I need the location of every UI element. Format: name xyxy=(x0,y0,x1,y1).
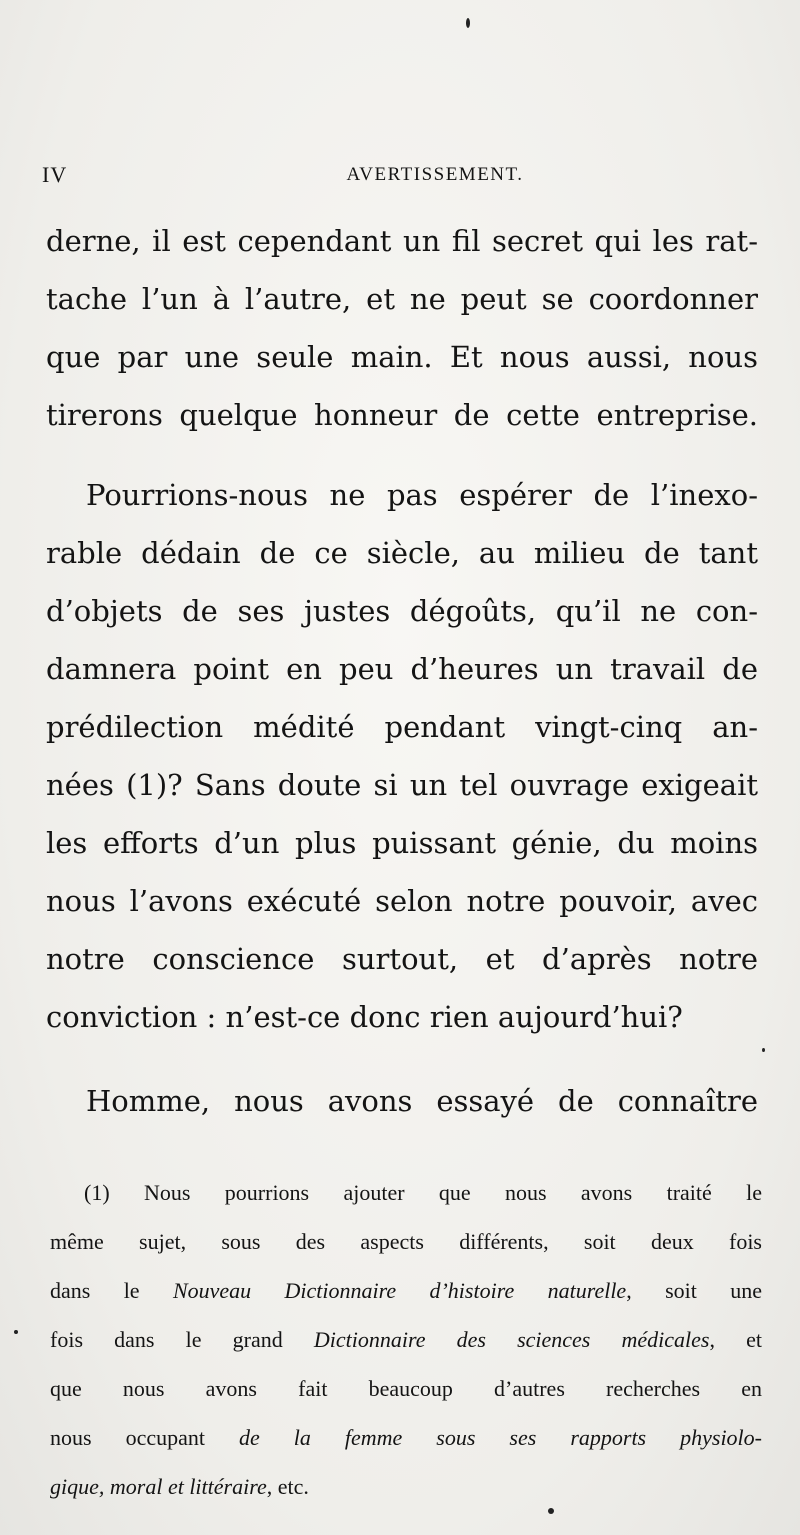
text-line: damnera point en peu d’heures un travail de xyxy=(46,652,758,686)
text-line: tache l’un à l’autre, et ne peut se coordonner xyxy=(46,282,758,316)
text-line: conviction : n’est-ce donc rien aujourd’hui? xyxy=(46,1000,683,1034)
text-line: Pourrions-nous ne pas espérer de l’inexo- xyxy=(86,478,758,512)
page-number: IV xyxy=(42,162,68,187)
text-line: tirerons quelque honneur de cette entreprise. xyxy=(46,398,758,432)
footnote-line: que nous avons fait beaucoup d’autres recherches en xyxy=(50,1376,762,1401)
footnote-line: même sujet, sous des aspects différents, soit deux fois xyxy=(50,1229,762,1254)
text-line: que par une seule main. Et nous aussi, nous xyxy=(46,340,758,374)
footnote xyxy=(50,1168,762,1511)
text-line: les efforts d’un plus puissant génie, du moins xyxy=(46,826,758,860)
ink-speck xyxy=(14,1330,18,1334)
footnote-line: gique, moral et littéraire, etc. xyxy=(50,1474,309,1499)
paragraph-2 xyxy=(46,466,758,1046)
paragraph-3 xyxy=(46,1072,758,1130)
footnote-line: (1) Nous pourrions ajouter que nous avons traité le xyxy=(84,1180,762,1205)
footnote-line: fois dans le grand Dictionnaire des sciences médicales, et xyxy=(50,1327,762,1352)
text-line: rable dédain de ce siècle, au milieu de tant xyxy=(46,536,758,570)
paragraph-1 xyxy=(46,212,758,444)
footnote-line: nous occupant de la femme sous ses rapports physiolo- xyxy=(50,1425,762,1450)
text-line: nous l’avons exécuté selon notre pouvoir, avec xyxy=(46,884,758,918)
page-header xyxy=(42,162,758,192)
running-head: AVERTISSEMENT. xyxy=(346,164,524,185)
text-line: derne, il est cependant un fil secret qui les rat- xyxy=(46,224,758,258)
text-line: nées (1)? Sans doute si un tel ouvrage exigeait xyxy=(46,768,758,802)
ink-speck xyxy=(762,1048,765,1052)
ink-speck xyxy=(466,18,470,28)
text-line: d’objets de ses justes dégoûts, qu’il ne con- xyxy=(46,594,758,628)
footnote-line: dans le Nouveau Dictionnaire d’histoire naturelle, soit une xyxy=(50,1278,762,1303)
ink-speck xyxy=(548,1508,554,1514)
text-line: notre conscience surtout, et d’après notre xyxy=(46,942,758,976)
text-line: Homme, nous avons essayé de connaître xyxy=(86,1084,758,1118)
text-line: prédilection médité pendant vingt-cinq an- xyxy=(46,710,758,744)
